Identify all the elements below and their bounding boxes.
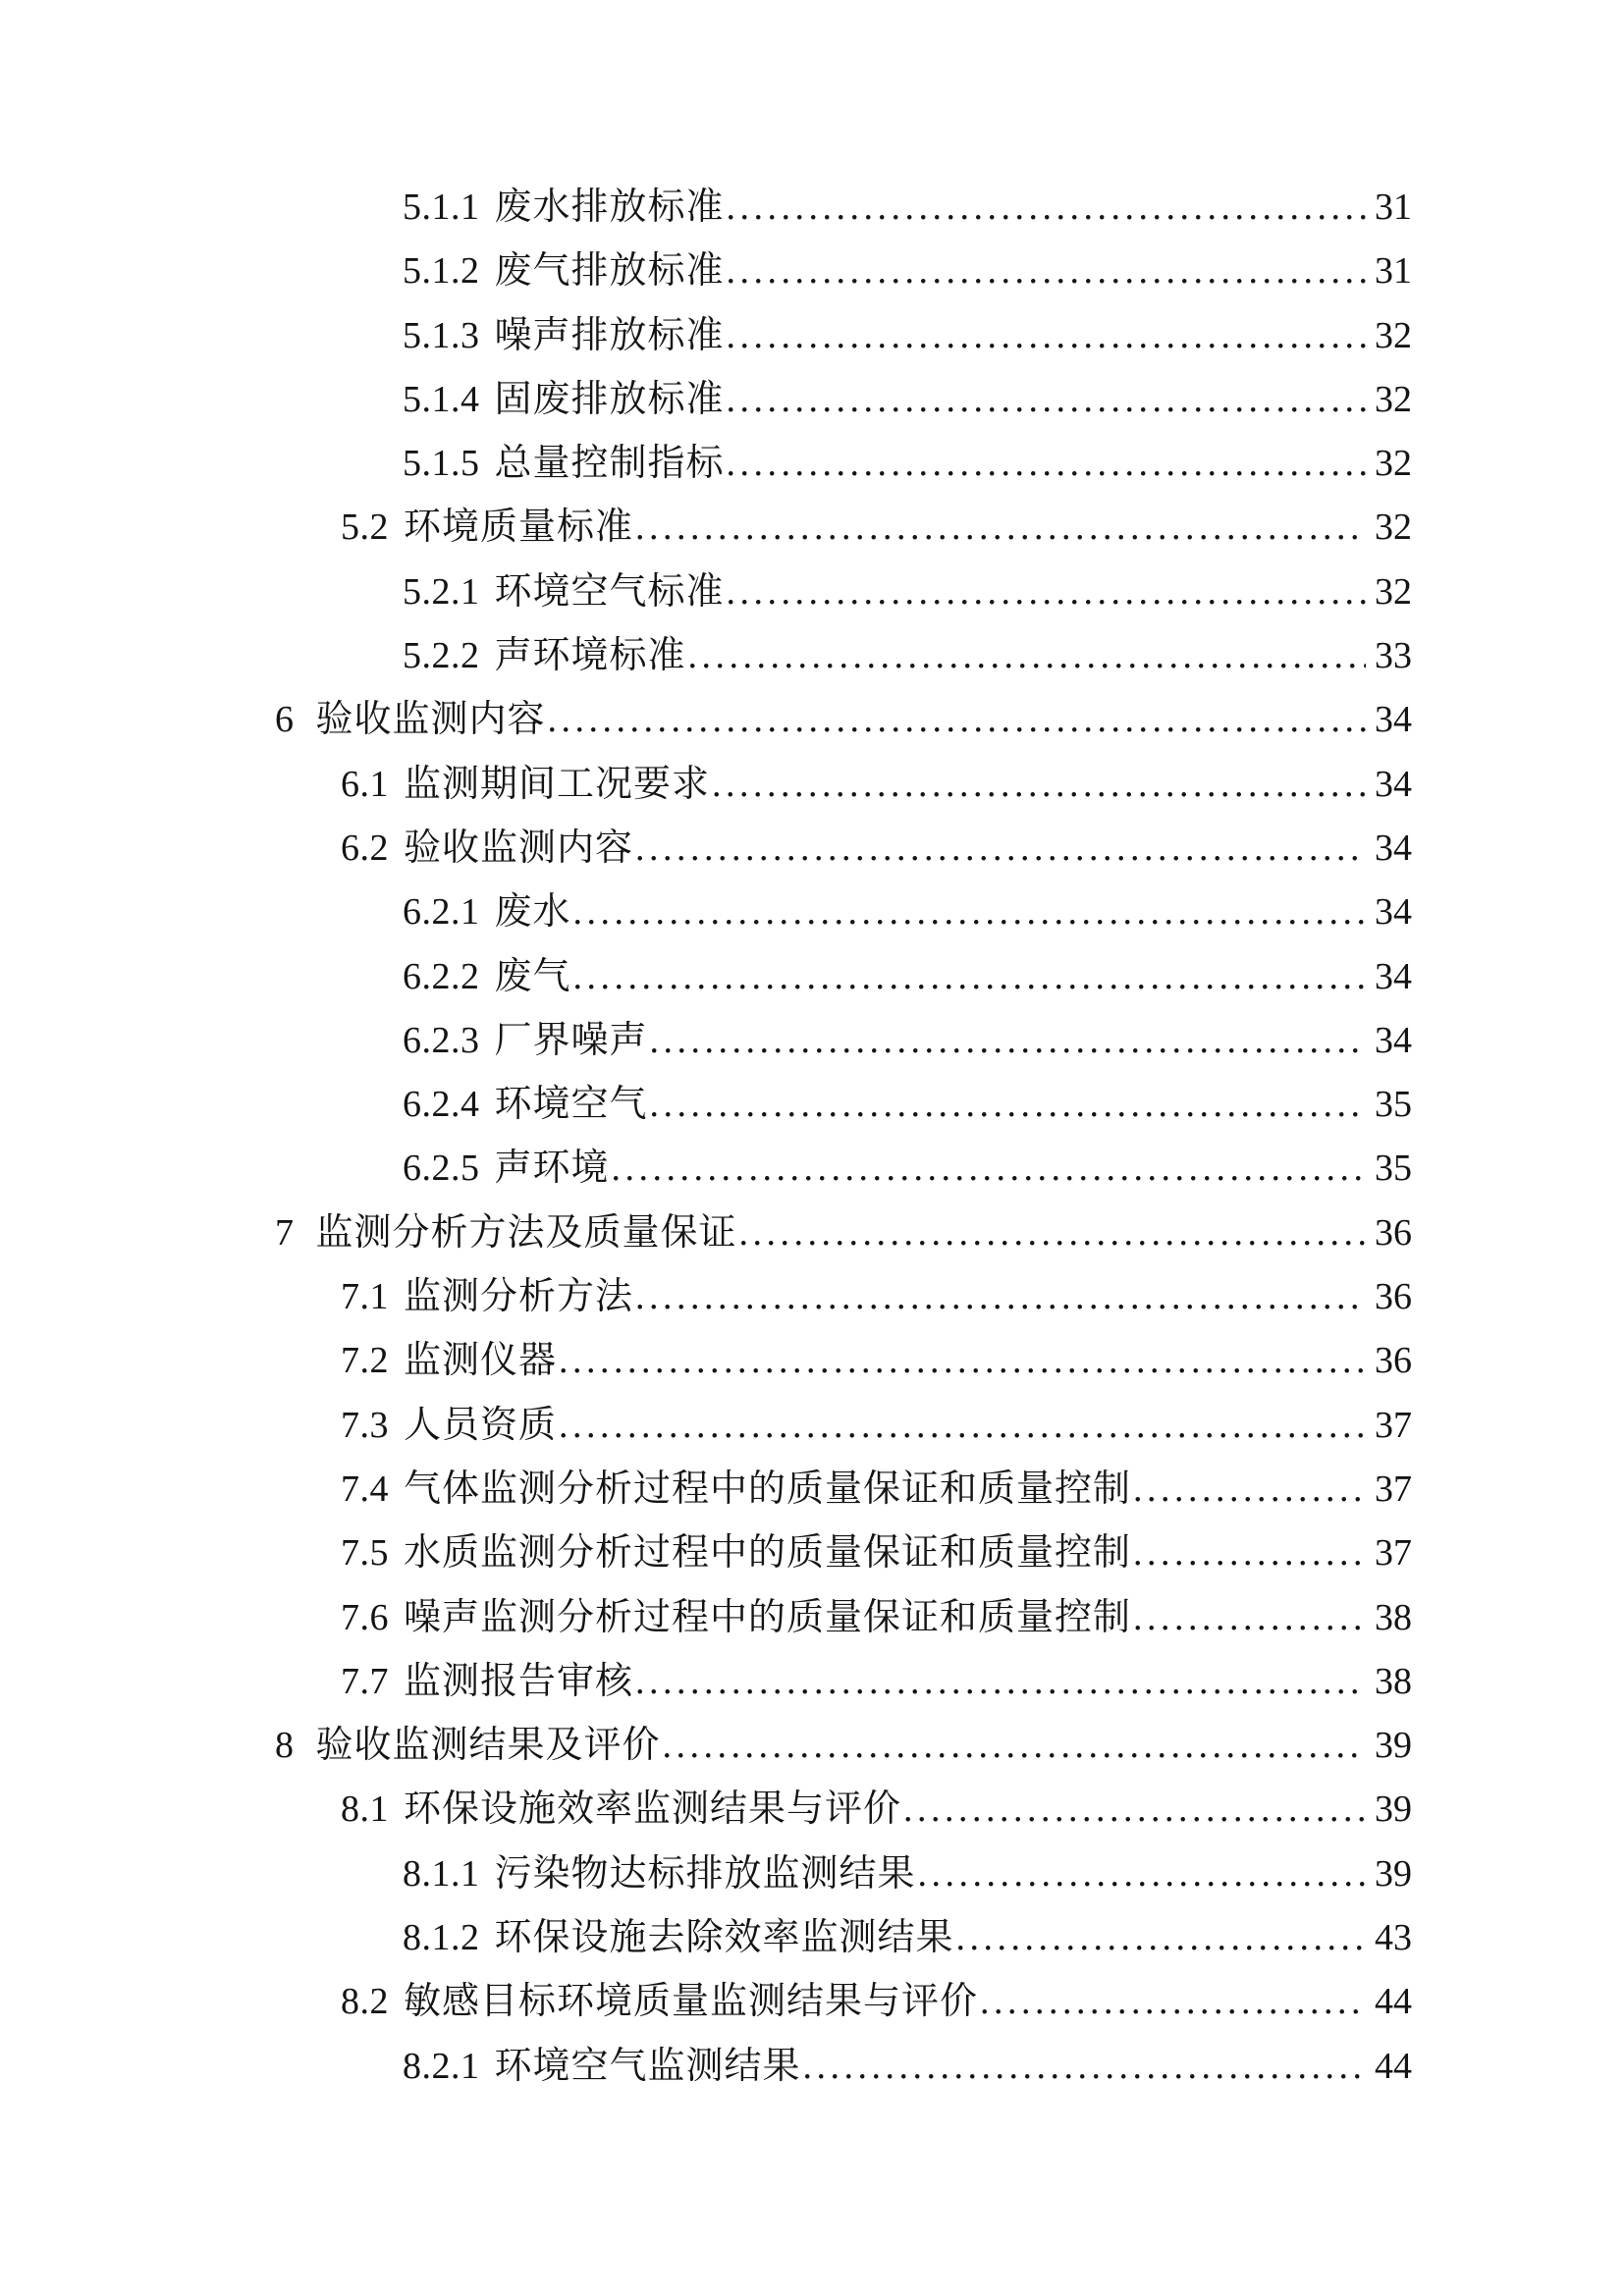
toc-entry-title: 固废排放标准 xyxy=(494,378,725,420)
toc-entry-title: 环境空气 xyxy=(494,1084,648,1126)
toc-entry-title: 人员资质 xyxy=(404,1404,558,1446)
toc-entry-number: 7.1 xyxy=(341,1276,389,1318)
toc-entry-page: 31 xyxy=(1375,250,1412,293)
toc-entry-page: 39 xyxy=(1375,1852,1412,1895)
toc-leader-dots xyxy=(612,1137,1366,1201)
toc-entry xyxy=(275,881,1412,944)
toc-entry-title: 验收监测内容 xyxy=(315,699,546,741)
toc-entry xyxy=(275,1906,1412,1970)
toc-leader-dots xyxy=(573,881,1366,944)
toc-entry-number: 5.1.1 xyxy=(403,187,480,228)
toc-entry-number: 6 xyxy=(275,699,295,741)
toc-leader-dots xyxy=(559,1329,1366,1393)
toc-entry xyxy=(275,1329,1412,1393)
toc-leader-dots xyxy=(573,945,1366,1009)
toc-leader-dots xyxy=(548,688,1366,752)
toc-entry-number: 7.2 xyxy=(341,1340,389,1382)
toc-leader-dots xyxy=(635,1265,1366,1329)
toc-entry-page: 39 xyxy=(1375,1789,1412,1831)
toc-entry-title: 废气 xyxy=(494,955,571,997)
toc-entry xyxy=(275,1778,1412,1842)
toc-entry-page: 35 xyxy=(1375,1084,1412,1126)
toc-entry-title: 监测仪器 xyxy=(404,1340,558,1382)
toc-entry-number: 5.1.2 xyxy=(403,250,480,293)
toc-entry-number: 7.5 xyxy=(341,1532,389,1575)
toc-leader-dots xyxy=(635,496,1366,560)
toc-leader-dots xyxy=(1133,1522,1366,1585)
toc-entry-number: 8.2.1 xyxy=(403,2045,480,2087)
toc-entry-number: 7.3 xyxy=(341,1404,389,1446)
toc-leader-dots xyxy=(635,817,1366,881)
toc-entry-page: 37 xyxy=(1375,1468,1412,1510)
toc-entry xyxy=(275,1137,1412,1201)
toc-entry-number: 5.1.3 xyxy=(403,314,480,356)
toc-entry-page: 32 xyxy=(1375,570,1412,613)
toc-entry-page: 36 xyxy=(1375,1211,1412,1254)
toc-entry-title: 环境空气标准 xyxy=(494,570,725,613)
toc-entry-number: 8 xyxy=(275,1725,295,1767)
toc-entry-page: 34 xyxy=(1375,1019,1412,1061)
toc-entry xyxy=(275,624,1412,688)
toc-entry-number: 6.2.1 xyxy=(403,891,480,934)
toc-list xyxy=(275,176,1412,2099)
toc-entry-number: 6.2 xyxy=(341,827,389,869)
toc-leader-dots xyxy=(803,2035,1366,2099)
toc-leader-dots xyxy=(635,1650,1366,1714)
toc-entry-page: 38 xyxy=(1375,1660,1412,1702)
toc-leader-dots xyxy=(712,753,1366,817)
toc-entry xyxy=(275,2035,1412,2099)
toc-entry-title: 监测报告审核 xyxy=(404,1660,634,1702)
toc-entry xyxy=(275,1458,1412,1522)
toc-leader-dots xyxy=(727,432,1366,496)
toc-entry-page: 34 xyxy=(1375,827,1412,869)
toc-entry xyxy=(275,1522,1412,1585)
toc-entry xyxy=(275,561,1412,624)
toc-leader-dots xyxy=(1133,1586,1366,1650)
toc-entry-number: 6.2.2 xyxy=(403,955,480,997)
toc-entry xyxy=(275,1842,1412,1906)
toc-entry-page: 32 xyxy=(1375,507,1412,549)
toc-entry xyxy=(275,1650,1412,1714)
toc-entry xyxy=(275,304,1412,368)
toc-entry-title: 污染物达标排放监测结果 xyxy=(494,1852,916,1895)
toc-leader-dots xyxy=(559,1394,1366,1458)
toc-entry-number: 5.1.4 xyxy=(403,378,480,420)
toc-entry-number: 5.2.1 xyxy=(403,570,480,613)
toc-entry-number: 5.1.5 xyxy=(403,443,480,485)
toc-entry-page: 37 xyxy=(1375,1404,1412,1446)
toc-entry-number: 7.7 xyxy=(341,1660,389,1702)
toc-leader-dots xyxy=(980,1970,1366,2034)
toc-entry-page: 35 xyxy=(1375,1148,1412,1190)
toc-entry xyxy=(275,1265,1412,1329)
toc-entry-page: 43 xyxy=(1375,1917,1412,1959)
toc-leader-dots xyxy=(727,304,1366,368)
toc-entry-title: 总量控制指标 xyxy=(494,443,725,485)
toc-entry-page: 31 xyxy=(1375,187,1412,228)
toc-leader-dots xyxy=(727,368,1366,432)
toc-entry xyxy=(275,1714,1412,1778)
toc-entry xyxy=(275,688,1412,752)
toc-entry xyxy=(275,1009,1412,1073)
toc-entry-page: 44 xyxy=(1375,2045,1412,2087)
toc-entry-number: 8.1.1 xyxy=(403,1852,480,1895)
toc-entry xyxy=(275,753,1412,817)
toc-leader-dots xyxy=(650,1073,1366,1137)
toc-entry xyxy=(275,1586,1412,1650)
toc-entry xyxy=(275,817,1412,881)
toc-entry-page: 34 xyxy=(1375,891,1412,934)
toc-entry-title: 监测期间工况要求 xyxy=(404,763,711,805)
toc-leader-dots xyxy=(903,1778,1366,1842)
toc-entry-title: 废水 xyxy=(494,891,571,934)
toc-entry-number: 8.2 xyxy=(341,1981,389,2023)
toc-entry-page: 34 xyxy=(1375,699,1412,741)
toc-entry xyxy=(275,945,1412,1009)
toc-entry-page: 39 xyxy=(1375,1725,1412,1767)
toc-entry xyxy=(275,432,1412,496)
toc-entry-page: 32 xyxy=(1375,314,1412,356)
toc-entry-page: 44 xyxy=(1375,1981,1412,2023)
toc-entry-number: 6.2.4 xyxy=(403,1084,480,1126)
toc-leader-dots xyxy=(727,176,1366,240)
toc-entry-title: 声环境标准 xyxy=(494,635,686,677)
toc-entry-number: 6.2.3 xyxy=(403,1019,480,1061)
toc-leader-dots xyxy=(918,1842,1366,1906)
toc-leader-dots xyxy=(739,1201,1366,1265)
toc-entry-title: 废气排放标准 xyxy=(494,250,725,293)
toc-entry-title: 废水排放标准 xyxy=(494,187,725,228)
toc-entry-title: 气体监测分析过程中的质量保证和质量控制 xyxy=(404,1468,1132,1510)
toc-entry-title: 噪声排放标准 xyxy=(494,314,725,356)
toc-entry-number: 8.1 xyxy=(341,1789,389,1831)
toc-entry-title: 厂界噪声 xyxy=(494,1019,648,1061)
toc-entry-title: 噪声监测分析过程中的质量保证和质量控制 xyxy=(404,1596,1132,1638)
toc-entry-page: 38 xyxy=(1375,1596,1412,1638)
toc-entry-number: 6.2.5 xyxy=(403,1148,480,1190)
toc-entry-title: 监测分析方法 xyxy=(404,1276,634,1318)
toc-entry-number: 7 xyxy=(275,1211,295,1254)
toc-entry-page: 37 xyxy=(1375,1532,1412,1575)
toc-entry-title: 环境空气监测结果 xyxy=(494,2045,801,2087)
toc-entry xyxy=(275,368,1412,432)
toc-entry-page: 36 xyxy=(1375,1276,1412,1318)
toc-entry-title: 敏感目标环境质量监测结果与评价 xyxy=(404,1981,979,2023)
toc-leader-dots xyxy=(650,1009,1366,1073)
toc-entry-title: 验收监测结果及评价 xyxy=(315,1725,661,1767)
toc-entry xyxy=(275,176,1412,240)
toc-entry-page: 32 xyxy=(1375,443,1412,485)
toc-entry-title: 环境质量标准 xyxy=(404,507,634,549)
toc-entry xyxy=(275,1073,1412,1137)
toc-entry-number: 5.2 xyxy=(341,507,389,549)
toc-leader-dots xyxy=(663,1714,1366,1778)
toc-entry-number: 8.1.2 xyxy=(403,1917,480,1959)
toc-entry-number: 7.4 xyxy=(341,1468,389,1510)
toc-entry-title: 环保设施效率监测结果与评价 xyxy=(404,1789,902,1831)
toc-leader-dots xyxy=(727,240,1366,303)
toc-entry-page: 34 xyxy=(1375,763,1412,805)
toc-entry xyxy=(275,240,1412,303)
toc-entry-number: 5.2.2 xyxy=(403,635,480,677)
toc-entry xyxy=(275,1201,1412,1265)
toc-entry xyxy=(275,1394,1412,1458)
toc-entry-page: 34 xyxy=(1375,955,1412,997)
toc-leader-dots xyxy=(727,561,1366,624)
toc-entry-page: 33 xyxy=(1375,635,1412,677)
toc-entry-number: 7.6 xyxy=(341,1596,389,1638)
toc-entry-title: 声环境 xyxy=(494,1148,610,1190)
toc-entry xyxy=(275,496,1412,560)
toc-entry-title: 水质监测分析过程中的质量保证和质量控制 xyxy=(404,1532,1132,1575)
toc-leader-dots xyxy=(688,624,1366,688)
toc-entry-title: 环保设施去除效率监测结果 xyxy=(494,1917,954,1959)
toc-entry-page: 36 xyxy=(1375,1340,1412,1382)
toc-entry-title: 监测分析方法及质量保证 xyxy=(315,1211,737,1254)
toc-entry-page: 32 xyxy=(1375,378,1412,420)
toc-entry-number: 6.1 xyxy=(341,763,389,805)
toc-leader-dots xyxy=(956,1906,1366,1970)
toc-entry xyxy=(275,1970,1412,2034)
toc-leader-dots xyxy=(1133,1458,1366,1522)
toc-entry-title: 验收监测内容 xyxy=(404,827,634,869)
